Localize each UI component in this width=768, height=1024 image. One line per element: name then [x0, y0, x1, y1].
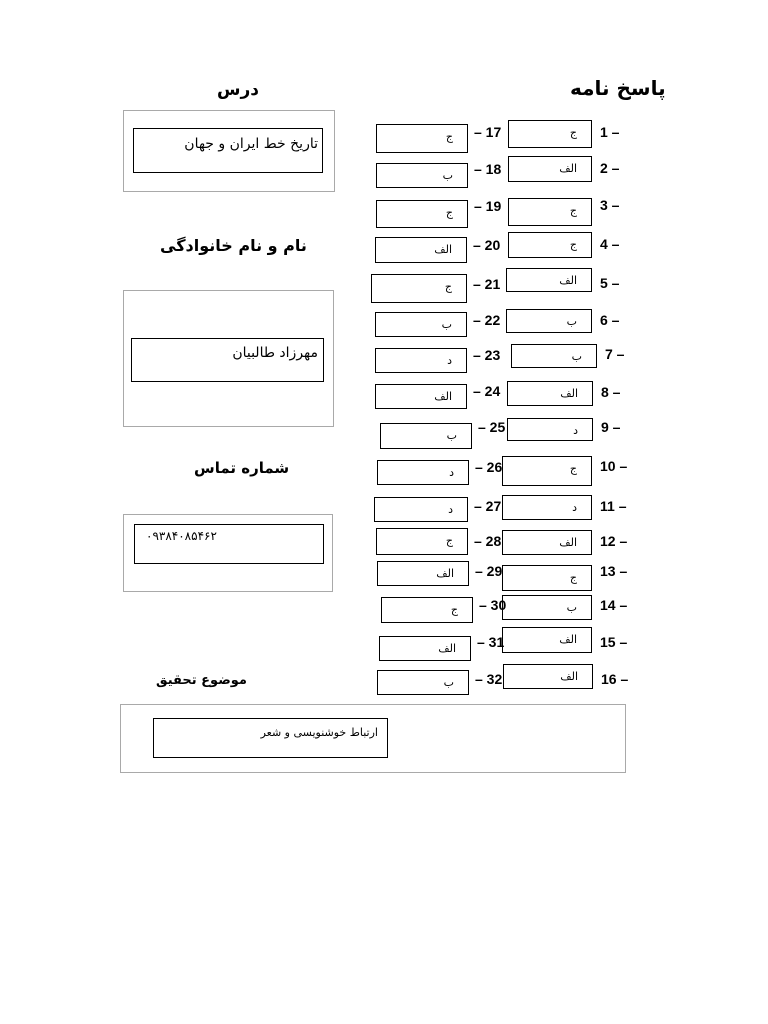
answer-box-4[interactable] [508, 232, 592, 258]
answer-box-1[interactable] [508, 120, 592, 148]
answer-box-28[interactable] [376, 528, 468, 555]
question-number-26: – 26 [475, 459, 503, 475]
answer-box-12[interactable] [502, 530, 592, 555]
answer-value-7: ب [571, 350, 582, 363]
topic-value: ارتباط خوشنویسی و شعر [260, 726, 378, 739]
answer-box-5[interactable] [506, 268, 592, 292]
answer-value-12: الف [559, 536, 577, 549]
answer-box-23[interactable] [375, 348, 467, 373]
question-number-18: – 18 [474, 161, 502, 177]
question-number-3: 3 – [600, 197, 620, 213]
answer-value-2: الف [559, 162, 577, 175]
answer-value-11: د [572, 501, 577, 514]
answer-box-13[interactable] [502, 565, 592, 591]
answer-value-13: ج [569, 571, 577, 584]
answer-box-7[interactable] [511, 344, 597, 368]
answer-value-23: د [447, 354, 452, 367]
contact-number-heading: شماره تماس [194, 459, 290, 477]
question-number-24: – 24 [473, 383, 501, 399]
answer-box-2[interactable] [508, 156, 592, 182]
answer-value-4: ج [569, 238, 577, 251]
question-number-16: 16 – [601, 671, 629, 687]
answer-value-30: ج [450, 603, 458, 616]
course-value: تاریخ خط ایران و جهان [184, 136, 318, 152]
question-number-11: 11 – [600, 498, 627, 514]
answer-value-8: الف [560, 387, 578, 400]
answer-value-14: ب [566, 601, 577, 614]
question-number-8: 8 – [601, 384, 621, 400]
answer-sheet-title: پاسخ نامه [570, 76, 666, 100]
answer-box-15[interactable] [502, 627, 592, 653]
answer-box-14[interactable] [502, 595, 592, 620]
answer-box-30[interactable] [381, 597, 473, 623]
answer-box-29[interactable] [377, 561, 469, 586]
question-number-31: – 31 [477, 634, 505, 650]
answer-value-5: الف [559, 274, 577, 287]
answer-box-25[interactable] [380, 423, 472, 449]
answer-value-27: د [448, 503, 453, 516]
answer-value-32: ب [443, 676, 454, 689]
question-number-15: 15 – [600, 634, 628, 650]
question-number-7: 7 – [605, 346, 625, 362]
answer-value-29: الف [436, 567, 454, 580]
question-number-28: – 28 [474, 533, 502, 549]
question-number-14: 14 – [600, 597, 628, 613]
answer-box-19[interactable] [376, 200, 468, 228]
question-number-23: – 23 [473, 347, 501, 363]
question-number-12: 12 – [600, 533, 628, 549]
answer-box-18[interactable] [376, 163, 468, 188]
answer-value-18: ب [442, 169, 453, 182]
question-number-10: 10 – [600, 458, 628, 474]
full-name-heading: نام و نام خانوادگی [160, 236, 307, 255]
research-topic-heading: موضوع تحقیق [156, 673, 247, 688]
answer-box-26[interactable] [377, 460, 469, 485]
answer-value-17: ج [445, 130, 453, 143]
question-number-20: – 20 [473, 237, 501, 253]
answer-box-17[interactable] [376, 124, 468, 153]
question-number-32: – 32 [475, 671, 503, 687]
question-number-27: – 27 [474, 498, 502, 514]
answer-value-22: ب [441, 318, 452, 331]
answer-box-16[interactable] [503, 664, 593, 689]
answer-box-8[interactable] [507, 381, 593, 406]
question-number-29: – 29 [475, 563, 503, 579]
question-number-21: – 21 [473, 276, 501, 292]
question-number-22: – 22 [473, 312, 501, 328]
answer-value-6: ب [566, 315, 577, 328]
question-number-9: 9 – [601, 419, 621, 435]
question-number-4: 4 – [600, 236, 620, 252]
question-number-19: – 19 [474, 198, 502, 214]
course-heading: درس [217, 80, 259, 100]
answer-box-24[interactable] [375, 384, 467, 409]
question-number-25: – 25 [478, 419, 506, 435]
answer-value-9: د [573, 424, 578, 437]
answer-value-24: الف [434, 390, 452, 403]
answer-value-16: الف [560, 670, 578, 683]
answer-value-1: ج [569, 126, 577, 139]
answer-box-3[interactable] [508, 198, 592, 226]
answer-value-19: ج [445, 206, 453, 219]
question-number-6: 6 – [600, 312, 620, 328]
answer-box-27[interactable] [374, 497, 468, 522]
answer-box-31[interactable] [379, 636, 471, 661]
answer-box-11[interactable] [502, 495, 592, 520]
answer-value-28: ج [445, 534, 453, 547]
answer-box-21[interactable] [371, 274, 467, 303]
answer-value-3: ج [569, 204, 577, 217]
question-number-2: 2 – [600, 160, 620, 176]
answer-box-9[interactable] [507, 418, 593, 441]
answer-value-15: الف [559, 633, 577, 646]
answer-box-10[interactable] [502, 456, 592, 486]
answer-value-21: ج [444, 280, 452, 293]
answer-value-25: ب [446, 429, 457, 442]
answer-box-32[interactable] [377, 670, 469, 695]
answer-box-20[interactable] [375, 237, 467, 263]
question-number-30: – 30 [479, 597, 507, 613]
question-number-1: 1 – [600, 124, 620, 140]
answer-box-22[interactable] [375, 312, 467, 337]
name-value: مهرزاد طالبیان [232, 345, 318, 361]
answer-value-26: د [449, 466, 454, 479]
question-number-17: – 17 [474, 124, 502, 140]
answer-value-10: ج [569, 462, 577, 475]
answer-value-31: الف [438, 642, 456, 655]
question-number-5: 5 – [600, 275, 620, 291]
answer-value-20: الف [434, 243, 452, 256]
question-number-13: 13 – [600, 563, 628, 579]
answer-box-6[interactable] [506, 309, 592, 333]
phone-value: ۰۹۳۸۴۰۸۵۴۶۲ [146, 529, 217, 543]
